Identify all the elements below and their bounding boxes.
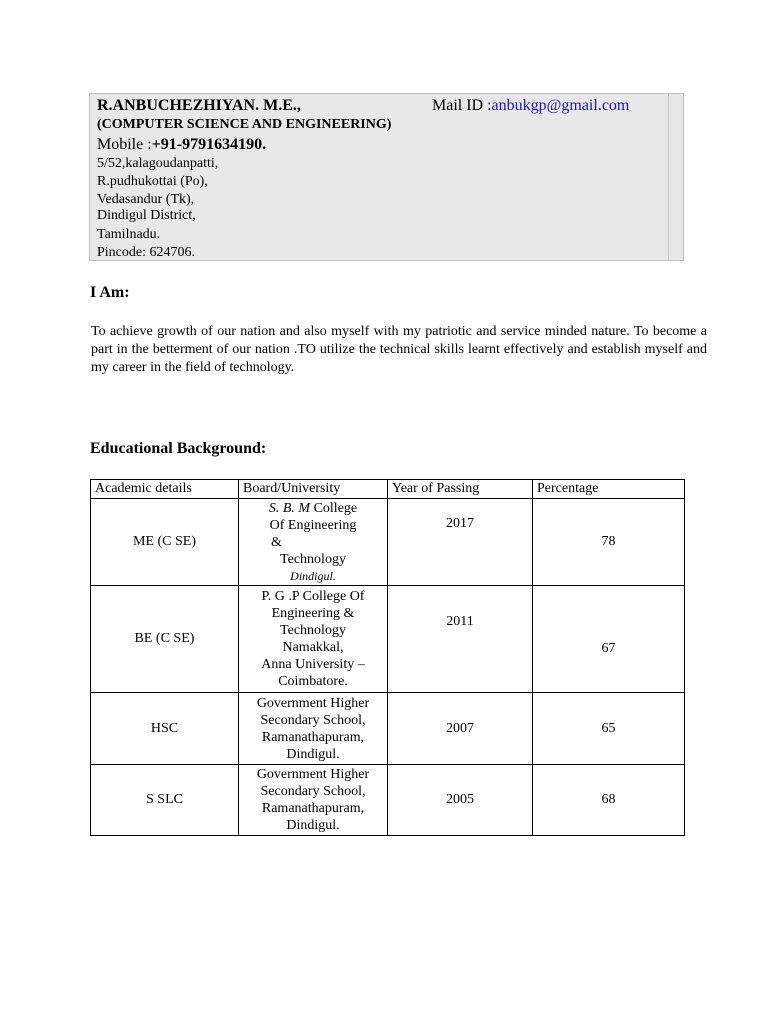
table-header-row — [91, 480, 685, 499]
address-line: Tamilnadu. — [97, 227, 161, 242]
table-row — [91, 499, 685, 586]
board-cell — [239, 765, 388, 836]
board-line: Secondary School, — [260, 784, 366, 799]
objective-text: To achieve growth of our nation and also myself with my patriotic and service minded nature. To become a part in the betterment of our nation .TO utilize the technical skills learnt effectively and establish myself and my career in the field of technology. — [91, 324, 707, 375]
board-line: Anna University – — [261, 657, 365, 672]
board-line: Government Higher — [256, 767, 370, 782]
objective-heading: I Am: — [90, 284, 130, 301]
degree-cell: ME (C SE) — [91, 499, 239, 586]
column-header: Board/University — [239, 480, 388, 499]
percentage-cell: 68 — [533, 765, 685, 836]
candidate-name: R.ANBUCHEZHIYAN. M.E., — [97, 97, 301, 114]
degree-cell: S SLC — [91, 765, 239, 836]
board-line: Dindigul. — [290, 568, 336, 583]
address-line: Vedasandur (Tk), — [97, 192, 195, 207]
board-line: Technology — [280, 551, 346, 567]
mobile-number: +91-9791634190. — [151, 136, 267, 153]
address-line: Pincode: 624706. — [97, 245, 195, 260]
contact-header — [89, 93, 684, 261]
board-line: Namakkal, — [282, 640, 344, 655]
address-line: Dindigul District, — [97, 208, 196, 223]
percentage-cell: 65 — [533, 693, 685, 765]
board-line: P. G .P College Of — [261, 589, 365, 604]
degree-cell: BE (C SE) — [91, 586, 239, 693]
education-table — [90, 479, 685, 836]
board-line: Dindigul. — [286, 746, 340, 762]
board-line: Secondary School, — [260, 712, 366, 728]
percentage-cell: 67 — [533, 586, 685, 693]
year-cell: 2005 — [388, 765, 533, 836]
board-line: Coimbatore. — [278, 674, 348, 689]
table-row — [91, 765, 685, 836]
board-line: Dindigul. — [286, 818, 340, 833]
mobile — [97, 136, 266, 154]
board-line: Ramanathapuram, — [261, 801, 365, 816]
board-line: Technology — [280, 623, 346, 638]
board-line: College — [310, 500, 358, 516]
column-header: Academic details — [91, 480, 239, 499]
board-cell — [239, 586, 388, 693]
mobile-label: Mobile : — [97, 136, 152, 153]
board-line: Government Higher — [256, 695, 370, 711]
board-line: Engineering & — [271, 606, 355, 621]
mail-label: Mail ID : — [432, 97, 492, 114]
board-cell — [239, 499, 388, 586]
column-header: Percentage — [533, 480, 685, 499]
address-line: R.pudhukottai (Po), — [97, 174, 208, 189]
mail-id — [432, 97, 629, 115]
degree-cell: HSC — [91, 693, 239, 765]
board-cell — [239, 693, 388, 765]
board-line: S. B. M — [268, 500, 311, 516]
column-header: Year of Passing — [388, 480, 533, 499]
board-line: & — [271, 534, 282, 550]
table-row — [91, 693, 685, 765]
header-divider — [668, 94, 669, 260]
table-row — [91, 586, 685, 693]
year-cell: 2011 — [388, 586, 533, 693]
year-cell: 2007 — [388, 693, 533, 765]
board-line: Ramanathapuram, — [261, 729, 365, 745]
address-line: 5/52,kalagoudanpatti, — [97, 156, 219, 171]
percentage-cell: 78 — [533, 499, 685, 586]
year-cell: 2017 — [388, 499, 533, 586]
board-line: Of Engineering — [269, 517, 357, 533]
education-heading: Educational Background: — [90, 440, 267, 457]
department: (COMPUTER SCIENCE AND ENGINEERING) — [97, 117, 392, 132]
mail-address-link[interactable]: anbukgp@gmail.com — [491, 97, 630, 114]
